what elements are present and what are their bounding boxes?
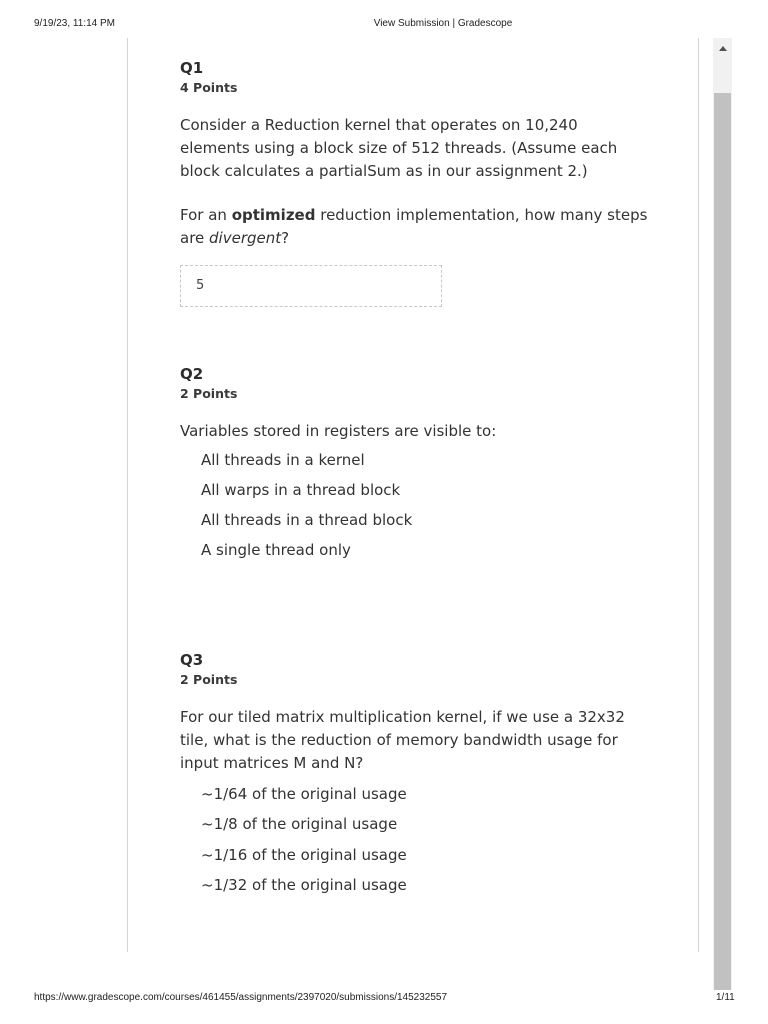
prompt-text-end: ? bbox=[281, 229, 290, 247]
answer-options bbox=[180, 450, 650, 570]
answer-options bbox=[180, 784, 650, 905]
question-q3 bbox=[180, 650, 650, 905]
answer-option: ~1/32 of the original usage bbox=[201, 875, 407, 894]
question-points: 2 Points bbox=[180, 386, 238, 401]
prompt-text-middle: reduction implementation, how many steps are bbox=[180, 206, 648, 247]
prompt-emphasis-optimized: optimized bbox=[231, 206, 316, 224]
prompt-text-start: For an bbox=[180, 206, 232, 224]
answer-box bbox=[180, 265, 442, 307]
print-page-title: View Submission | Gradescope bbox=[373, 18, 513, 29]
question-text: Consider a Reduction kernel that operates on 10,240 elements using a block size of 512 threads. (Assume each block calculates a partialSum as in our assignment 2.) bbox=[180, 116, 618, 180]
answer-option: All threads in a thread block bbox=[201, 511, 413, 529]
question-q2 bbox=[180, 364, 650, 570]
answer-option: A single thread only bbox=[201, 541, 351, 559]
question-title: Q2 bbox=[180, 365, 204, 383]
arrow-up-icon bbox=[719, 46, 727, 51]
answer-option: ~1/16 of the original usage bbox=[201, 845, 407, 864]
print-footer bbox=[0, 992, 768, 1006]
content-left-border bbox=[127, 38, 128, 952]
answer-value: 5 bbox=[196, 278, 205, 293]
answer-option: ~1/64 of the original usage bbox=[201, 785, 407, 803]
scroll-up-button[interactable] bbox=[713, 38, 732, 58]
question-points: 2 Points bbox=[180, 672, 238, 687]
prompt-emphasis-divergent: divergent bbox=[209, 229, 282, 247]
content-right-border bbox=[698, 38, 699, 952]
answer-option: All threads in a kernel bbox=[201, 451, 365, 469]
print-header bbox=[0, 18, 768, 32]
question-points: 4 Points bbox=[180, 80, 238, 95]
print-datetime: 9/19/23, 11:14 PM bbox=[34, 18, 115, 29]
question-text: Variables stored in registers are visible to: bbox=[180, 422, 497, 440]
question-title: Q1 bbox=[180, 59, 204, 77]
print-page-number: 1/11 bbox=[716, 992, 735, 1003]
answer-option: All warps in a thread block bbox=[201, 481, 401, 499]
question-text: For our tiled matrix multiplication kernel, if we use a 32x32 tile, what is the reduction of memory bandwidth usage for input matrices M and N? bbox=[180, 708, 625, 772]
question-prompt bbox=[180, 204, 650, 250]
answer-option: ~1/8 of the original usage bbox=[201, 815, 398, 834]
question-q1 bbox=[180, 58, 650, 307]
scrollbar-thumb[interactable] bbox=[714, 93, 731, 990]
vertical-scrollbar[interactable] bbox=[713, 38, 732, 990]
question-title: Q3 bbox=[180, 651, 204, 669]
print-url: https://www.gradescope.com/courses/461455/assignments/2397020/submissions/145232557 bbox=[34, 992, 448, 1003]
